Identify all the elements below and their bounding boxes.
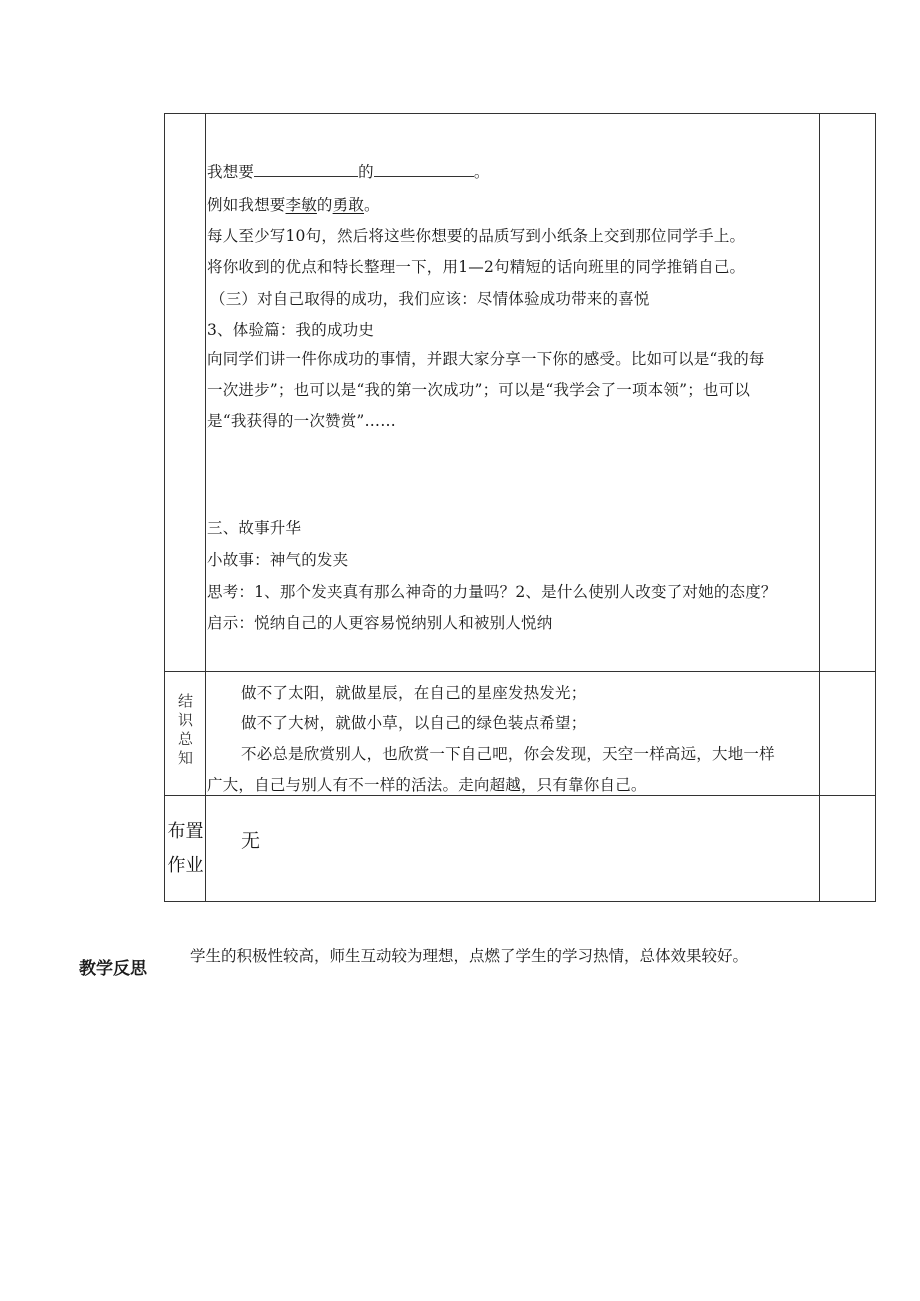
fill-middle: 的: [358, 163, 374, 181]
homework-label-line: 布置: [167, 821, 204, 842]
summary-label-char: 知: [177, 749, 193, 767]
content-line-3: （三）对自己取得的成功，我们应该：尽情体验成功带来的喜悦: [210, 290, 650, 308]
content-line-7: 是“我获得的一次赞赏”……: [207, 412, 396, 430]
content-line-1: 每人至少写10句，然后将这些你想要的品质写到小纸条上交到那位同学手上。: [207, 227, 746, 245]
reflection-label: 教学反思: [79, 959, 147, 979]
story-title: 小故事：神气的发夹: [207, 551, 349, 569]
summary-label-char: 结: [177, 692, 193, 710]
story-insight: 启示：悦纳自己的人更容易悦纳别人和被别人悦纳: [207, 614, 553, 632]
summary-line-1: 做不了太阳，就做星辰，在自己的星座发热发光；: [241, 684, 587, 702]
example-middle: 的: [316, 196, 333, 214]
content-line-6: 一次进步”；也可以是“我的第一次成功”；可以是“我学会了一项本领”；也可以: [207, 381, 751, 399]
example-suffix: 。: [364, 196, 380, 214]
summary-label-char: 识: [177, 711, 193, 729]
summary-label: [166, 692, 205, 768]
summary-line-3: 不必总是欣赏别人，也欣赏一下自己吧，你会发现，天空一样高远，大地一样: [241, 745, 775, 763]
fill-suffix: 。: [473, 163, 490, 181]
homework-answer: 无: [241, 830, 261, 852]
content-line-5: 向同学们讲一件你成功的事情，并跟大家分享一下你的感受。比如可以是“我的每: [207, 350, 765, 368]
content-line-2: 将你收到的优点和特长整理一下，用1—2句精短的话向班里的同学推销自己。: [207, 258, 746, 276]
summary-line-4: 广大，自己与别人有不一样的活法。走向超越，只有靠你自己。: [207, 776, 647, 794]
summary-label-char: 总: [177, 730, 193, 748]
content-line-4: 3、体验篇：我的成功史: [207, 321, 375, 339]
fill-in-line: [207, 162, 490, 182]
homework-label-line: 作业: [167, 855, 204, 876]
story-heading: 三、故事升华: [207, 519, 302, 537]
blank-2: [374, 162, 474, 177]
summary-line-2: 做不了大树，就做小草，以自己的绿色装点希望；: [241, 714, 587, 732]
example-quality: 勇敢: [332, 196, 365, 214]
example-line: [207, 195, 380, 215]
story-question: 思考：1、那个发夹真有那么神奇的力量吗？2、是什么使别人改变了对她的态度？: [207, 583, 777, 601]
reflection-text: 学生的积极性较高，师生互动较为理想，点燃了学生的学习热情，总体效果较好。: [190, 947, 749, 965]
fill-prefix: 我想要: [207, 163, 255, 181]
example-name: 李敏: [285, 196, 317, 214]
example-prefix: 例如我想要: [207, 196, 286, 214]
blank-1: [254, 162, 358, 177]
homework-label: [166, 815, 205, 883]
